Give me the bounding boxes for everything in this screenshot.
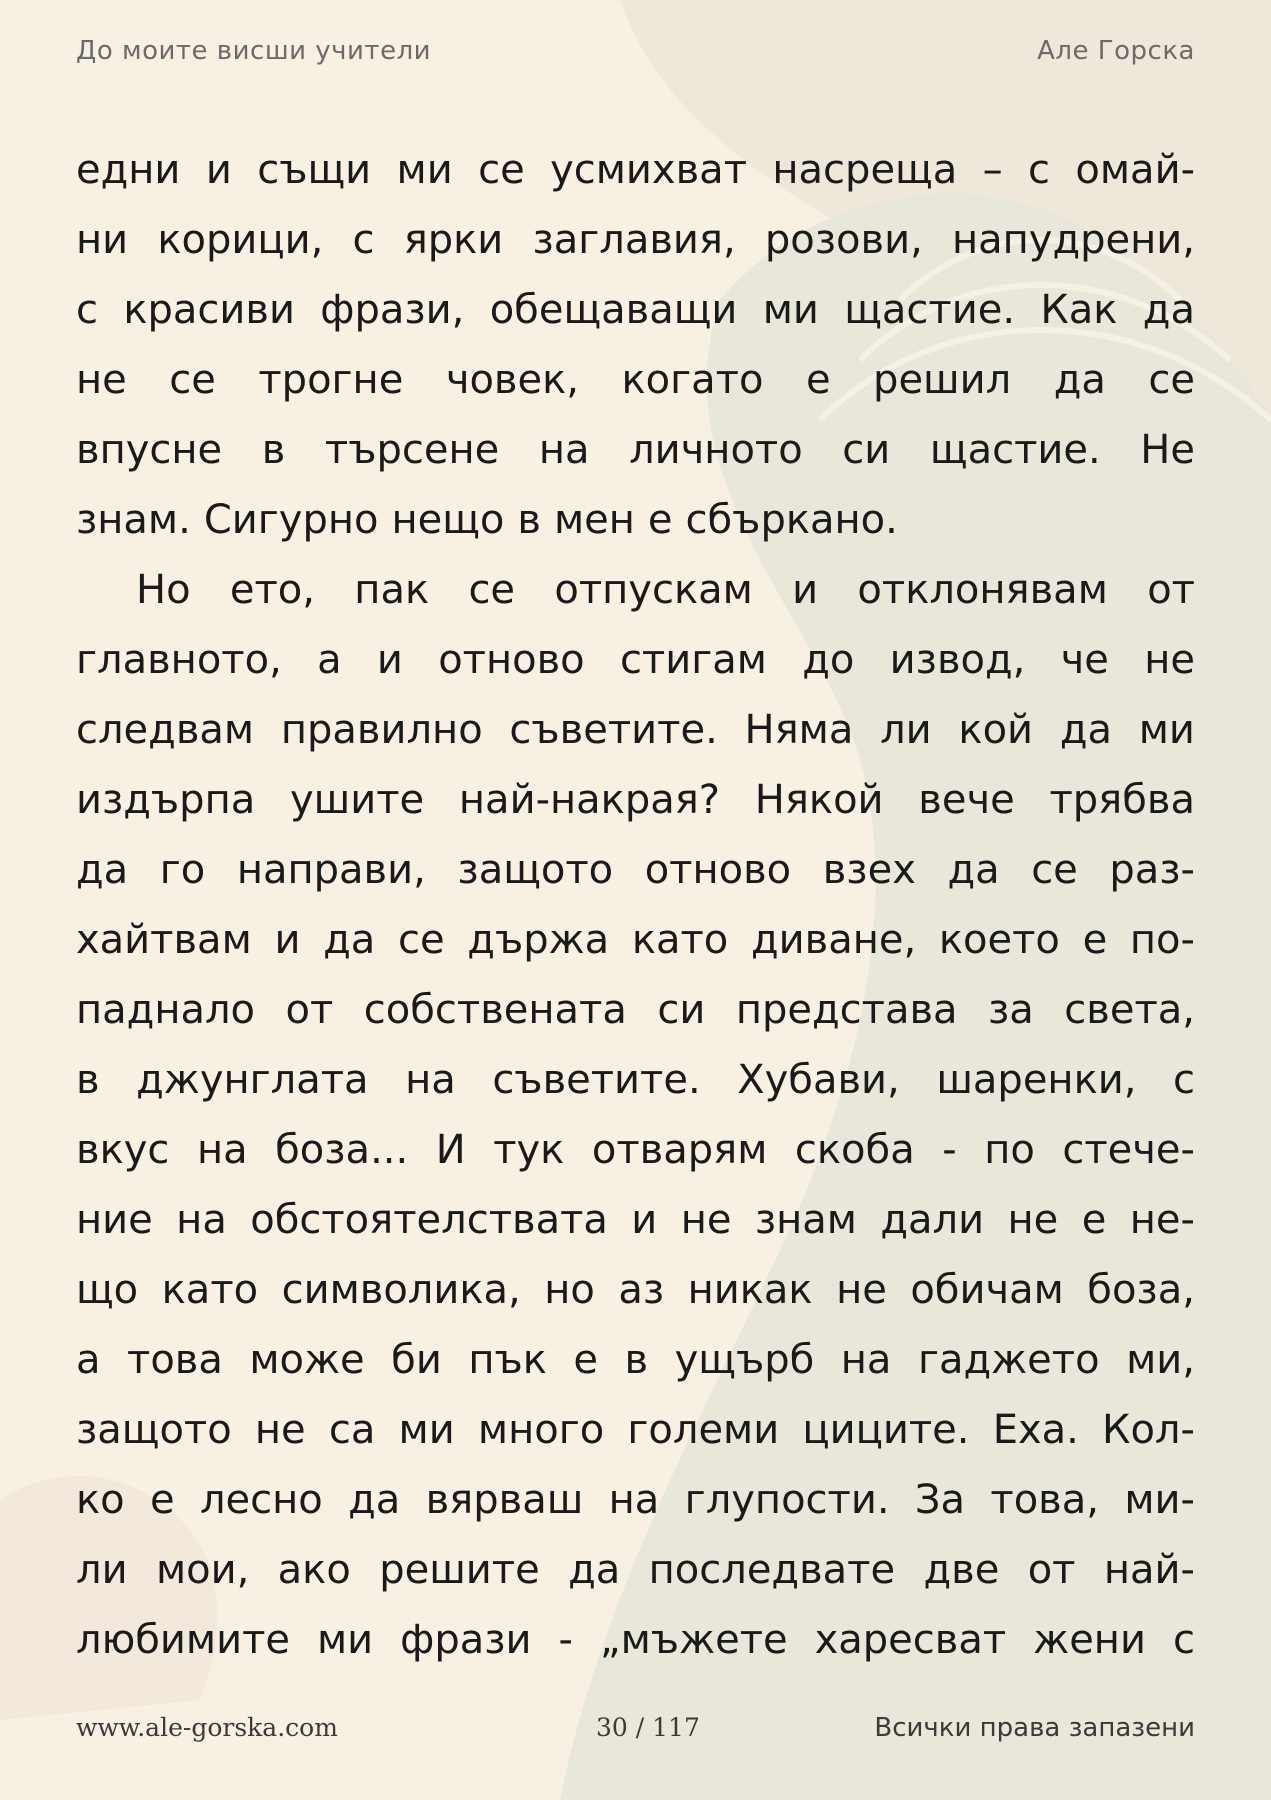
word: съветите. [509,707,718,753]
word: са [328,1407,376,1453]
word: Кол- [1102,1407,1195,1453]
word: тук [493,1127,565,1173]
text-line [76,1465,1195,1535]
word: най-накрая? [458,777,721,823]
word: трогне [258,357,404,403]
word: розови, [764,217,923,263]
word: Сигурно [203,497,379,543]
word: много [477,1407,605,1453]
word: света, [1064,987,1195,1033]
word: е [149,1477,175,1523]
text-line [76,625,1195,695]
word: отново [644,847,792,893]
word: се [478,147,525,193]
word: с [1028,147,1051,193]
word: кой [958,707,1034,753]
word: отклонявам [857,567,1108,613]
word: напудрени, [951,217,1195,263]
word: хайтвам [76,917,252,963]
word: правилно [280,707,483,753]
word: стигам [619,637,767,683]
word: защото [457,847,614,893]
word: мои, [155,1547,250,1593]
word: омай- [1075,147,1195,193]
word: се [1031,847,1078,893]
word: ми [396,147,453,193]
text-line [76,415,1195,485]
word: може [249,1337,365,1383]
word: отново [438,637,585,683]
word: мен [553,497,635,543]
word: ли [76,1547,128,1593]
word: глупости. [684,1477,890,1523]
word: да [323,917,376,963]
text-line [76,275,1195,345]
word: би [391,1337,442,1383]
word: харесват [814,1617,1007,1663]
word: е [1082,917,1108,963]
word: Хубави, [737,1057,900,1103]
word: ние [76,1197,153,1243]
word: не [836,1267,887,1313]
word: ушите [289,777,425,823]
word: за [988,987,1034,1033]
text-line [76,1115,1195,1185]
text-line [76,905,1195,975]
word: вярваш [425,1477,584,1523]
word: корици, [157,217,324,263]
word: ето, [229,567,315,613]
word: на [405,1057,456,1103]
word: не [1144,637,1195,683]
word: взех [822,847,916,893]
word: щастие. [844,287,1016,333]
word: и [631,1197,658,1243]
word: а [317,637,342,683]
word: не [1007,1197,1059,1243]
word: с [1173,1057,1195,1103]
word: до [802,637,855,683]
word: боза, [1087,1267,1195,1313]
word: да [1142,287,1195,333]
word: И [435,1127,466,1173]
word: трябва [1049,777,1195,823]
word: циците. [802,1407,970,1453]
word: издърпа [76,777,256,823]
word: съветите. [492,1057,701,1103]
book-title: До моите висши учители [76,36,432,66]
word: никак [687,1267,813,1313]
text-line [76,1605,1195,1675]
word: решил [873,357,1012,403]
word: отпускам [554,567,753,613]
page-body [76,135,1195,1675]
word: обичам [910,1267,1064,1313]
word: решите [379,1547,540,1593]
text-line [76,835,1195,905]
word: се [397,917,445,963]
word: обещаващи [489,287,738,333]
word: извод, [889,637,1026,683]
text-line [76,1325,1195,1395]
word: знам [754,1197,857,1243]
word: нещо [391,497,505,543]
website-link[interactable]: www.ale-gorska.com [76,1713,338,1742]
word: - [942,1127,957,1173]
word: най- [1103,1547,1195,1593]
word: ако [277,1547,351,1593]
word: е [647,497,673,543]
word: дали [880,1197,985,1243]
word: насреща [772,147,958,193]
word: което [938,917,1060,963]
word: на [608,1477,660,1523]
word: ми [316,1617,374,1663]
word: лесно [199,1477,323,1523]
author-name: Але Горска [1037,36,1195,66]
word: на [196,1127,248,1173]
word: на [840,1337,892,1383]
word: човек, [445,357,579,403]
word: да [947,847,1000,893]
word: ми [762,287,819,333]
word: сбъркано. [685,497,898,543]
word: не- [1129,1197,1195,1243]
word: Няма [744,707,854,753]
text-line [76,485,1195,555]
text-line [76,345,1195,415]
word: последвате [648,1547,896,1593]
word: да [1059,707,1112,753]
word: следвам [76,707,255,753]
text-line [76,1535,1195,1605]
word: „мъжете [599,1617,788,1663]
word: впусне [76,427,223,473]
word: по- [1129,917,1195,963]
word: – [982,147,1003,193]
text-line [76,555,1195,625]
word: това [127,1337,223,1383]
word: вече [918,777,1015,823]
word: гаджето [917,1337,1100,1383]
text-line [76,135,1195,205]
word: в [517,497,541,543]
word: ущърб [674,1337,815,1383]
word: усмихват [550,147,747,193]
word: от [1147,567,1195,613]
word: паднало [76,987,256,1033]
word: и [205,147,232,193]
copyright-notice: Всички права запазени [874,1713,1195,1743]
text-line [76,1255,1195,1325]
word: в [624,1337,649,1383]
word: диване, [750,917,917,963]
word: да [348,1477,401,1523]
word: големи [627,1407,780,1453]
word: Някой [754,777,884,823]
text-line [76,765,1195,835]
word: представа [735,987,958,1033]
word: щастие. [929,427,1101,473]
word: го [159,847,206,893]
word: същи [257,147,372,193]
word: раз- [1109,847,1195,893]
word: ми [398,1407,455,1453]
word: ми- [1124,1477,1195,1523]
word: Еха. [992,1407,1079,1453]
word: по [984,1127,1035,1173]
word: собствената [363,987,627,1033]
word: се [1148,357,1195,403]
word: е [573,1337,599,1383]
word: в [76,1057,100,1103]
text-line [76,1395,1195,1465]
word: личното [629,427,803,473]
word: скоба [794,1127,915,1173]
word: ми [1138,707,1195,753]
word: защото [76,1407,232,1453]
word: фрази [400,1617,532,1663]
word: любимите [76,1617,290,1663]
text-line [76,695,1195,765]
word: а [76,1337,101,1383]
word: в [261,427,286,473]
word: шаренки, [936,1057,1137,1103]
word: боза... [275,1127,409,1173]
word: от [1027,1547,1076,1593]
word: с [76,287,98,333]
word: ко [76,1477,125,1523]
text-line [76,1185,1195,1255]
word: си [657,987,706,1033]
word: направи, [236,847,426,893]
word: държа [467,917,610,963]
word: едни [76,147,181,193]
word: Не [1140,427,1195,473]
word: с [1172,1617,1195,1663]
word: и [274,917,301,963]
word: що [76,1267,139,1313]
word: е [1081,1197,1107,1243]
word: това, [990,1477,1099,1523]
page-number: 30 / 117 [596,1713,700,1742]
text-line [76,1045,1195,1115]
word: че [1060,637,1109,683]
word: две [923,1547,1000,1593]
word: от [285,987,334,1033]
word: ни [76,217,129,263]
text-line [76,205,1195,275]
page-footer [76,1713,1195,1749]
word: вкус [76,1127,170,1173]
word: аз [618,1267,665,1313]
word: Но [136,567,191,613]
word: ми, [1126,1337,1195,1383]
word: на [176,1197,227,1243]
word: не [76,357,127,403]
word: на [538,427,590,473]
word: с [352,217,375,263]
word: обстоятелствата [250,1197,608,1243]
word: когато [621,357,764,403]
word: и [376,637,403,683]
word: не [254,1407,306,1453]
word: знам. [76,497,191,543]
word: и [792,567,819,613]
word: красиви [123,287,295,333]
word: но [544,1267,595,1313]
page-header [76,36,1195,70]
word: да [568,1547,621,1593]
word: се [169,357,216,403]
word: символика, [281,1267,521,1313]
word: - [558,1617,573,1663]
word: Как [1040,287,1118,333]
word: се [468,567,516,613]
word: е [805,357,831,403]
word: пък [468,1337,547,1383]
word: стече- [1062,1127,1195,1173]
word: като [161,1267,259,1313]
word: фрази, [320,287,465,333]
word: За [914,1477,966,1523]
word: си [842,427,891,473]
word: не [680,1197,732,1243]
word: жени [1033,1617,1146,1663]
word: като [631,917,729,963]
word: да [76,847,129,893]
word: търсене [324,427,500,473]
word: джунглата [136,1057,369,1103]
word: ли [880,707,932,753]
word: ярки [403,217,504,263]
word: да [1053,357,1106,403]
word: главното, [76,637,282,683]
word: отварям [591,1127,768,1173]
word: пак [354,567,430,613]
word: заглавия, [532,217,736,263]
text-line [76,975,1195,1045]
